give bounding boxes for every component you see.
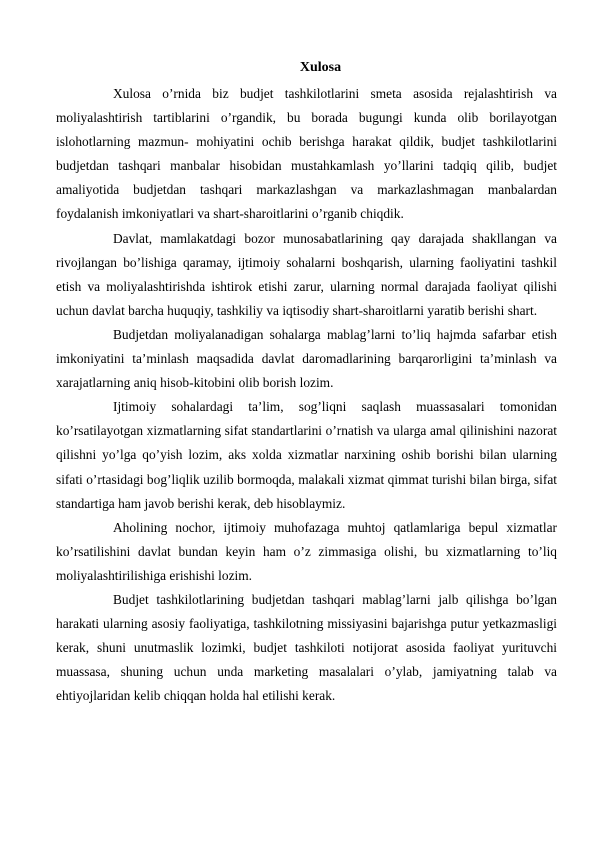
paragraph: Ijtimoiy sohalardagi ta’lim, sog’liqni saqlash muassasalari tomonidan ko’rsatilayotgan xizmatlarning sifat standartlarini o’rnatish va ularga amal qilinishini nazorat qilishni yo’lga qo’yish lozim, aks xolda xizmatlar narxining oshib borishi bilan ularning sifati o’rtasidagi bog’liqlik uzilib bormoqda, malakali xizmat qimmat turishi bilan birga, sifat standartiga ham javob berishi kerak, deb hisoblaymiz.: [56, 399, 557, 511]
paragraph: Aholining nochor, ijtimoiy muhofazaga muhtoj qatlamlariga bepul xizmatlar ko’rsatilishini davlat bundan keyin ham o’z zimmasiga olishi, bu xizmatlarning to’liq moliyalashtirilishiga erishishi lozim.: [56, 519, 557, 583]
paragraph: Xulosa o’rnida biz budjet tashkilotlarini smeta asosida rejalashtirish va moliyalashtirish tartiblarini o’rgandik, bu borada bugungi kunda olib borilayotgan islohotlarning mazmun- mohiyatini ochib berishga harakat qildik, budjet tashkilotlarini budjetdan tashqari manbalar hisobidan mustahkamlash yo’llarini tadqiq qilib, budjet amaliyotida budjetdan tashqari markazlashgan va markazlashmagan manbalardan foydalanish imkoniyatlari va shart-sharoitlarini o’rganib chiqdik.: [56, 86, 557, 222]
document-body: [56, 82, 557, 708]
document-title: Xulosa: [299, 60, 342, 75]
paragraph: Budjet tashkilotlarining budjetdan tashqari mablag’larni jalb qilishga bo’lgan harakati ularning asosiy faoliyatiga, tashkilotning missiyasini bajarishga putur yetkazmasligi kerak, shuni unutmaslik lozimki, budjet tashkiloti notijorat asosida faoliyat yurituvchi muassasa, shuning uchun unda marketing masalalari o’ylab, jamiyatning talab va ehtiyojlaridan kelib chiqqan holda hal etilishi kerak.: [56, 591, 557, 704]
paragraph: Budjetdan moliyalanadigan sohalarga mablag’larni to’liq hajmda safarbar etish imkoniyatini ta’minlash maqsadida davlat daromadlarining barqarorligini ta’minlash va xarajatlarning aniq hisob-kitobini olib borish lozim.: [56, 326, 557, 391]
paragraph: Davlat, mamlakatdagi bozor munosabatlarining qay darajada shakllangan va rivojlangan bo’lishiga qaramay, ijtimoiy sohalarni boshqarish, ularning faoliyatini tashkil etish va moliyalashtirishda ishtirok etishi zarur, ularning normal darajada faoliyat qilishi uchun davlat barcha huquqiy, tashkiliy va iqtisodiy shart-sharoitlarni yaratib berishi shart.: [56, 230, 557, 318]
